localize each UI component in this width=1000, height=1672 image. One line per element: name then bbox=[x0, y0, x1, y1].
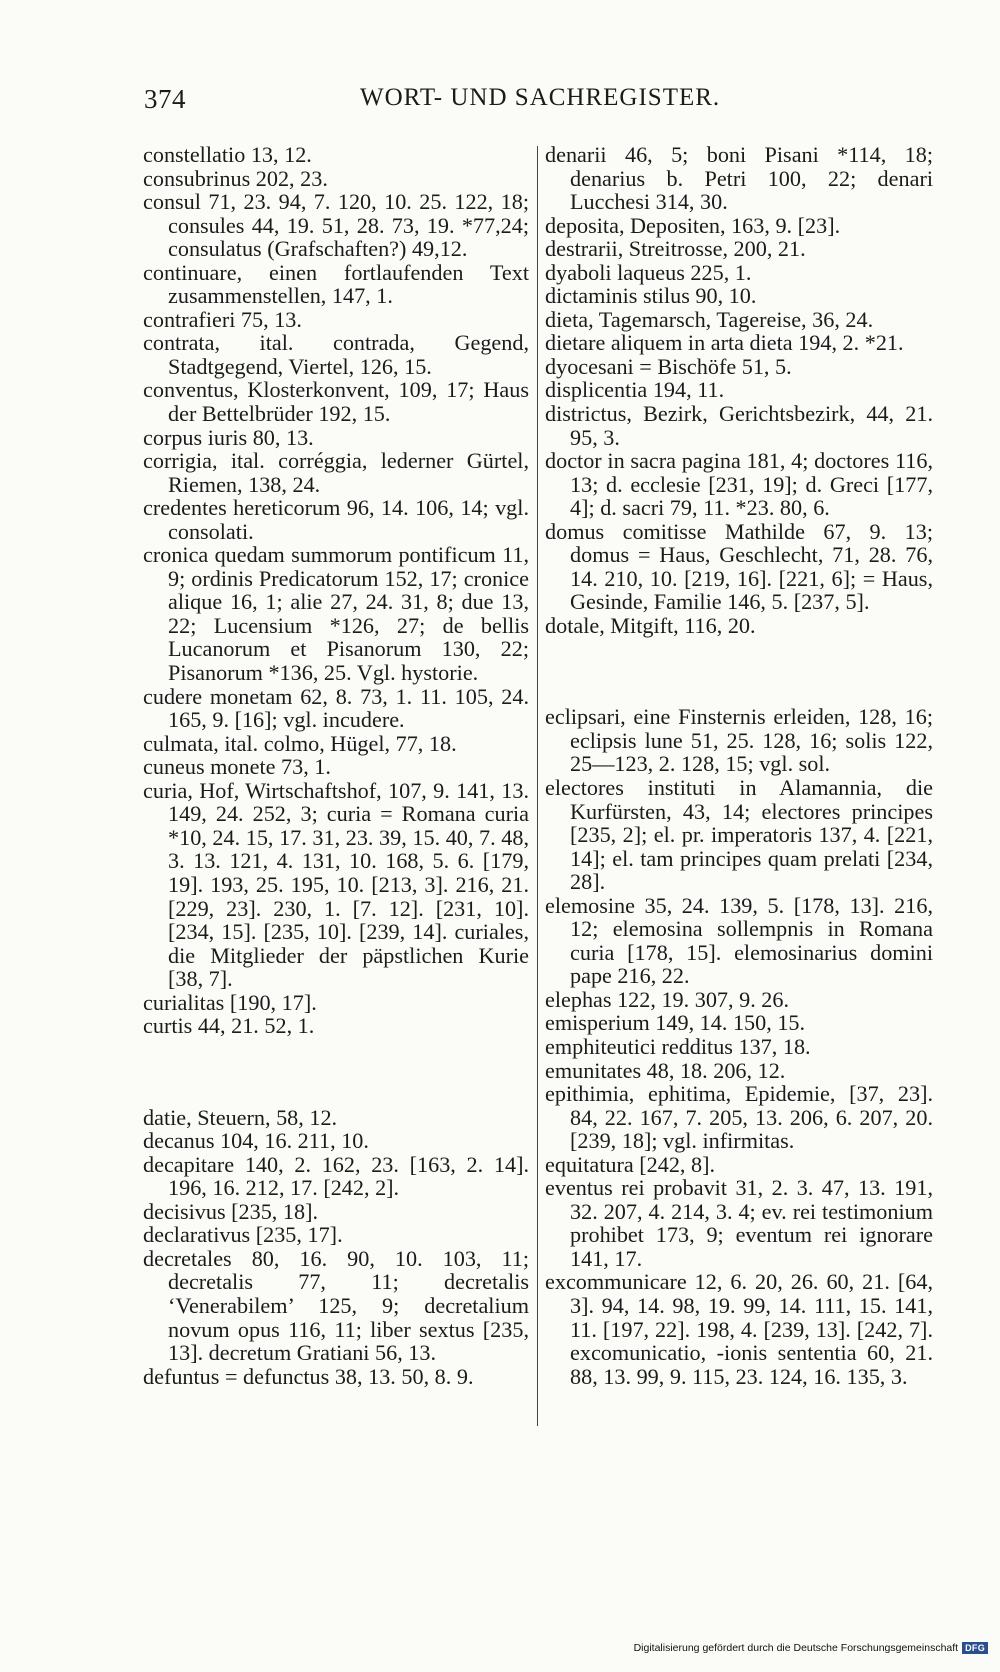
section-gap bbox=[545, 660, 933, 684]
index-entry: emunitates 48, 18. 206, 12. bbox=[545, 1057, 786, 1083]
digitization-credit bbox=[634, 1642, 988, 1654]
dfg-logo-icon: DFG bbox=[962, 1642, 988, 1654]
index-entry: dotale, Mitgift, 116, 20. bbox=[545, 612, 756, 638]
running-title: WORT- UND SACHREGISTER. bbox=[360, 84, 721, 111]
index-entry: electores instituti in Alamannia, die Kurfürsten, 43, 14; electores principes [235, 2]; el. pr. imperatoris 137, 4. [221, 14]; el. tam principes quam prelati [234, 28]. bbox=[545, 775, 933, 895]
index-entry: dieta, Tagemarsch, Tagereise, 36, 24. bbox=[545, 306, 874, 332]
index-entry: decisivus [235, 18]. bbox=[143, 1198, 319, 1224]
index-entry: cudere monetam 62, 8. 73, 1. 11. 105, 24. 165, 9. [16]; vgl. incudere. bbox=[143, 683, 529, 733]
index-entry: epithimia, ephitima, Epidemie, [37, 23]. 84, 22. 167, 7. 205, 13. 206, 6. 207, 20. [239, 18]; vgl. infirmitas. bbox=[545, 1081, 933, 1154]
index-entry: constellatio 13, 12. bbox=[143, 142, 312, 167]
index-entry: elephas 122, 19. 307, 9. 26. bbox=[545, 986, 790, 1012]
index-entry: dyocesani = Bischöfe 51, 5. bbox=[545, 353, 792, 379]
index-entry: decanus 104, 16. 211, 10. bbox=[143, 1128, 369, 1154]
index-entry: displicentia 194, 11. bbox=[545, 377, 725, 403]
index-entry: denarii 46, 5; boni Pisani *114, 18; denarius b. Petri 100, 22; denari Lucchesi 314, 30. bbox=[545, 142, 933, 215]
section-gap bbox=[143, 1060, 529, 1084]
index-entry: cuneus monete 73, 1. bbox=[143, 754, 331, 780]
credit-text: Digitalisierung gefördert durch die Deutsche Forschungsgemeinschaft bbox=[633, 1642, 959, 1654]
index-entry: destrarii, Streitrosse, 200, 21. bbox=[545, 236, 806, 262]
index-entry: districtus, Bezirk, Gerichtsbezirk, 44, 21. 95, 3. bbox=[545, 401, 933, 450]
index-entry: defuntus = defunctus 38, 13. 50, 8. 9. bbox=[143, 1363, 474, 1389]
index-entry: consubrinus 202, 23. bbox=[143, 165, 328, 191]
index-entry: deposita, Depositen, 163, 9. [23]. bbox=[545, 212, 841, 238]
index-entry: consul 71, 23. 94, 7. 120, 10. 25. 122, 18; consules 44, 19. 51, 28. 73, 19. *77,24; consulatus (Grafschaften?) 49,12. bbox=[143, 189, 529, 262]
index-entry: continuare, einen fortlaufenden Text zusammenstellen, 147, 1. bbox=[143, 259, 529, 309]
index-entry: doctor in sacra pagina 181, 4; doctores 116, 13; d. ecclesie [231, 19]; d. Greci [177, 4]; d. sacri 79, 11. *23. 80, 6. bbox=[545, 448, 933, 521]
index-entry: eclipsari, eine Finsternis erleiden, 128, 16; eclipsis lune 51, 25. 128, 16; solis 122, 25—123, 2. 128, 15; vgl. sol. bbox=[545, 704, 933, 777]
index-entry: eventus rei probavit 31, 2. 3. 47, 13. 191, 32. 207, 4. 214, 3. 4; ev. rei testimonium prohibet 173, 9; eventum rei ignorare 141, 17. bbox=[545, 1175, 933, 1271]
index-entry: domus comitisse Mathilde 67, 9. 13; domus = Haus, Geschlecht, 71, 28. 76, 14. 210, 10. [219, 16]. [221, 6]; = Haus, Gesinde, Familie 146, 5. [237, 5]. bbox=[545, 518, 933, 615]
index-entry: contrafieri 75, 13. bbox=[143, 306, 302, 332]
index-entry: culmata, ital. colmo, Hügel, 77, 18. bbox=[143, 730, 457, 756]
index-entry: dyaboli laqueus 225, 1. bbox=[545, 259, 752, 285]
index-column-right bbox=[545, 143, 933, 1388]
index-entry: emisperium 149, 14. 150, 15. bbox=[545, 1010, 806, 1036]
index-entry: decapitare 140, 2. 162, 23. [163, 2. 14]. 196, 16. 212, 17. [242, 2]. bbox=[143, 1151, 529, 1201]
index-entry: declarativus [235, 17]. bbox=[143, 1222, 343, 1248]
index-entry: elemosine 35, 24. 139, 5. [178, 13]. 216, 12; elemosina sollempnis in Romana curia [178, 15]. elemosinarius domini pape 216, 22. bbox=[545, 892, 933, 989]
index-entry: curialitas [190, 17]. bbox=[143, 989, 317, 1015]
index-entry: dietare aliquem in arta dieta 194, 2. *21. bbox=[545, 330, 904, 356]
index-entry: contrata, ital. contrada, Gegend, Stadtgegend, Viertel, 126, 15. bbox=[143, 330, 529, 379]
index-entry: excommunicare 12, 6. 20, 26. 60, 21. [64, 3]. 94, 14. 98, 19. 99, 14. 111, 15. 141, 11. [197, 22]. 198, 4. [239, 13]. [242, 7]. excomunicatio, -ionis sententia 60, 21. 88, 13. 99, 9. 115, 23. 124, 16. 135, 3. bbox=[545, 1269, 933, 1389]
column-divider bbox=[537, 146, 538, 1426]
index-entry: dictaminis stilus 90, 10. bbox=[545, 283, 757, 309]
index-entry: corpus iuris 80, 13. bbox=[143, 424, 314, 450]
index-entry: corrigia, ital. corréggia, lederner Gürtel, Riemen, 138, 24. bbox=[143, 448, 529, 497]
index-entry: equitatura [242, 8]. bbox=[545, 1151, 716, 1177]
index-entry: emphiteutici redditus 137, 18. bbox=[545, 1034, 811, 1060]
index-entry: credentes hereticorum 96, 14. 106, 14; vgl. consolati. bbox=[143, 495, 529, 544]
index-column-left bbox=[143, 143, 529, 1388]
index-entry: cronica quedam summorum pontificum 11, 9; ordinis Predicatorum 152, 17; cronice alique 16, 1; alie 27, 24. 31, 8; due 13, 22; Lucensium *126, 27; de bellis Lucanorum et Pisanorum 130, 22; Pisanorum *136, 25. Vgl. hystorie. bbox=[143, 542, 529, 686]
index-entry: conventus, Klosterkonvent, 109, 17; Haus der Bettelbrüder 192, 15. bbox=[143, 377, 529, 427]
index-entry: decretales 80, 16. 90, 10. 103, 11; decretalis 77, 11; decretalis ‘Venerabilem’ 125, 9; decretalium novum opus 116, 11; liber sextus [235, 13]. decretum Gratiani 56, 13. bbox=[143, 1245, 529, 1366]
index-entry: datie, Steuern, 58, 12. bbox=[143, 1104, 338, 1130]
page-number: 374 bbox=[144, 84, 186, 114]
index-entry: curtis 44, 21. 52, 1. bbox=[143, 1013, 315, 1039]
index-entry: curia, Hof, Wirtschaftshof, 107, 9. 141, 13. 149, 24. 252, 3; curia = Romana curia *10, 24. 15, 17. 31, 23. 39, 15. 40, 7. 48, 3. 13. 121, 4. 131, 10. 168, 5. 6. [179, 19]. 193, 25. 195, 10. [213, 3]. 216, 21. [229, 23]. 230, 1. [7. 12]. [231, 10]. [234, 15]. [235, 10]. [239, 14]. curiales, die Mitglieder der päpstlichen Kurie [38, 7]. bbox=[143, 777, 529, 992]
